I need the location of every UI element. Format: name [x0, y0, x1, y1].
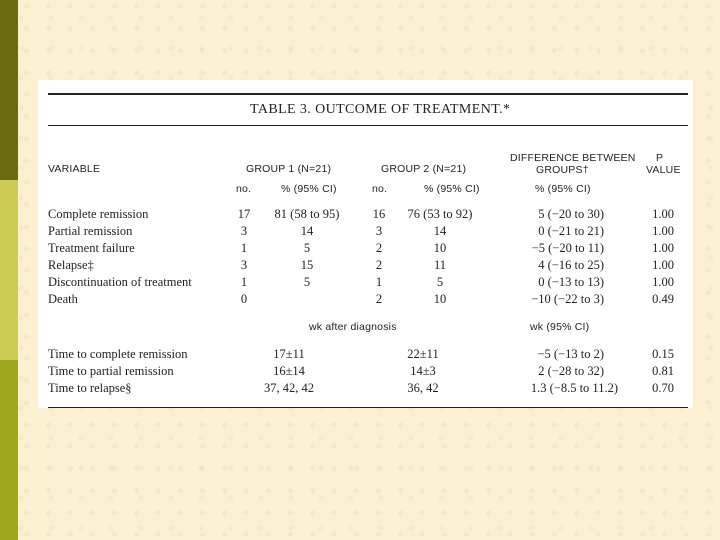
- subheader-weeks-ci: wk (95% CI): [530, 321, 590, 333]
- time-row-group2: 14±3: [410, 364, 436, 378]
- row-group2-pct: 11: [433, 258, 447, 272]
- table-image: [38, 80, 693, 408]
- row-group1-no: 0: [240, 292, 248, 306]
- row-difference: −10 (−22 to 3): [531, 292, 604, 306]
- row-group2-pct: 10: [433, 292, 447, 306]
- time-row-difference: 1.3 (−8.5 to 11.2): [530, 381, 618, 395]
- row-p-value: 1.00: [652, 275, 674, 289]
- table-bottom-rule: [48, 407, 688, 408]
- slide-sidebar: [0, 0, 18, 540]
- time-row-variable: Time to partial remission: [48, 364, 174, 378]
- time-row-p-value: 0.15: [652, 347, 674, 361]
- row-group1-no: 3: [240, 258, 248, 272]
- row-variable: Discontinuation of treatment: [48, 275, 192, 289]
- row-variable: Death: [48, 292, 78, 306]
- row-group2-pct: 5: [436, 275, 444, 289]
- row-p-value: 1.00: [652, 224, 674, 238]
- row-group1-pct: 5: [303, 275, 311, 289]
- row-group1-no: 1: [240, 275, 248, 289]
- time-row-difference: −5 (−13 to 2): [537, 347, 604, 361]
- subheader-group2-pct: % (95% CI): [424, 183, 480, 195]
- time-row-group1: 16±14: [273, 364, 305, 378]
- subheader-group1-no: no.: [236, 183, 252, 195]
- time-row-variable: Time to relapse§: [48, 381, 132, 395]
- row-group1-pct: 5: [303, 241, 311, 255]
- time-row-variable: Time to complete remission: [48, 347, 188, 361]
- header-difference-line1: DIFFERENCE BETWEEN: [510, 152, 636, 164]
- row-difference: 0 (−13 to 13): [538, 275, 604, 289]
- time-row-group2: 22±11: [407, 347, 439, 361]
- row-group1-no: 1: [240, 241, 248, 255]
- row-p-value: 0.49: [652, 292, 674, 306]
- row-variable: Relapse‡: [48, 258, 94, 272]
- row-group2-no: 2: [375, 258, 383, 272]
- row-difference: 0 (−21 to 21): [538, 224, 604, 238]
- table-top-rule: [48, 93, 688, 95]
- row-group2-no: 3: [375, 224, 383, 238]
- row-difference: −5 (−20 to 11): [531, 241, 604, 255]
- row-group2-pct: 14: [433, 224, 447, 238]
- subheader-difference-pct: % (95% CI): [535, 183, 591, 195]
- row-p-value: 1.00: [652, 258, 674, 272]
- header-p-line2: VALUE: [646, 164, 681, 176]
- time-row-p-value: 0.70: [652, 381, 674, 395]
- header-difference-line2: GROUPS†: [536, 164, 589, 176]
- row-group2-no: 2: [375, 241, 383, 255]
- row-difference: 5 (−20 to 30): [538, 207, 604, 221]
- subheader-group2-no: no.: [372, 183, 388, 195]
- row-group2-no: 2: [375, 292, 383, 306]
- row-group2-pct: 10: [433, 241, 447, 255]
- row-group1-pct: 15: [300, 258, 314, 272]
- header-group2: GROUP 2 (N=21): [381, 163, 467, 175]
- row-group1-pct: 81 (58 to 95): [274, 207, 340, 221]
- row-group1-no: 17: [237, 207, 251, 221]
- time-row-p-value: 0.81: [652, 364, 674, 378]
- row-group2-no: 1: [375, 275, 383, 289]
- row-variable: Complete remission: [48, 207, 149, 221]
- row-variable: Treatment failure: [48, 241, 135, 255]
- row-group1-pct: 14: [300, 224, 314, 238]
- time-row-group2: 36, 42: [407, 381, 439, 395]
- row-difference: 4 (−16 to 25): [538, 258, 604, 272]
- header-p-line1: P: [656, 152, 664, 164]
- row-group2-pct: 76 (53 to 92): [407, 207, 473, 221]
- table-header-rule: [48, 125, 688, 126]
- subheader-group1-pct: % (95% CI): [281, 183, 337, 195]
- time-row-difference: 2 (−28 to 32): [538, 364, 604, 378]
- time-row-group1: 37, 42, 42: [264, 381, 314, 395]
- sidebar-top-block: [0, 0, 18, 180]
- row-variable: Partial remission: [48, 224, 133, 238]
- sidebar-bottom-block: [0, 360, 18, 540]
- subheader-weeks-after-diagnosis: wk after diagnosis: [309, 321, 397, 333]
- row-p-value: 1.00: [652, 207, 674, 221]
- header-group1: GROUP 1 (N=21): [246, 163, 332, 175]
- time-row-group1: 17±11: [273, 347, 305, 361]
- row-p-value: 1.00: [652, 241, 674, 255]
- row-group2-no: 16: [372, 207, 386, 221]
- header-variable: VARIABLE: [48, 163, 101, 175]
- sidebar-middle-block: [0, 180, 18, 360]
- row-group1-no: 3: [240, 224, 248, 238]
- table-title: TABLE 3. OUTCOME OF TREATMENT.*: [250, 102, 511, 117]
